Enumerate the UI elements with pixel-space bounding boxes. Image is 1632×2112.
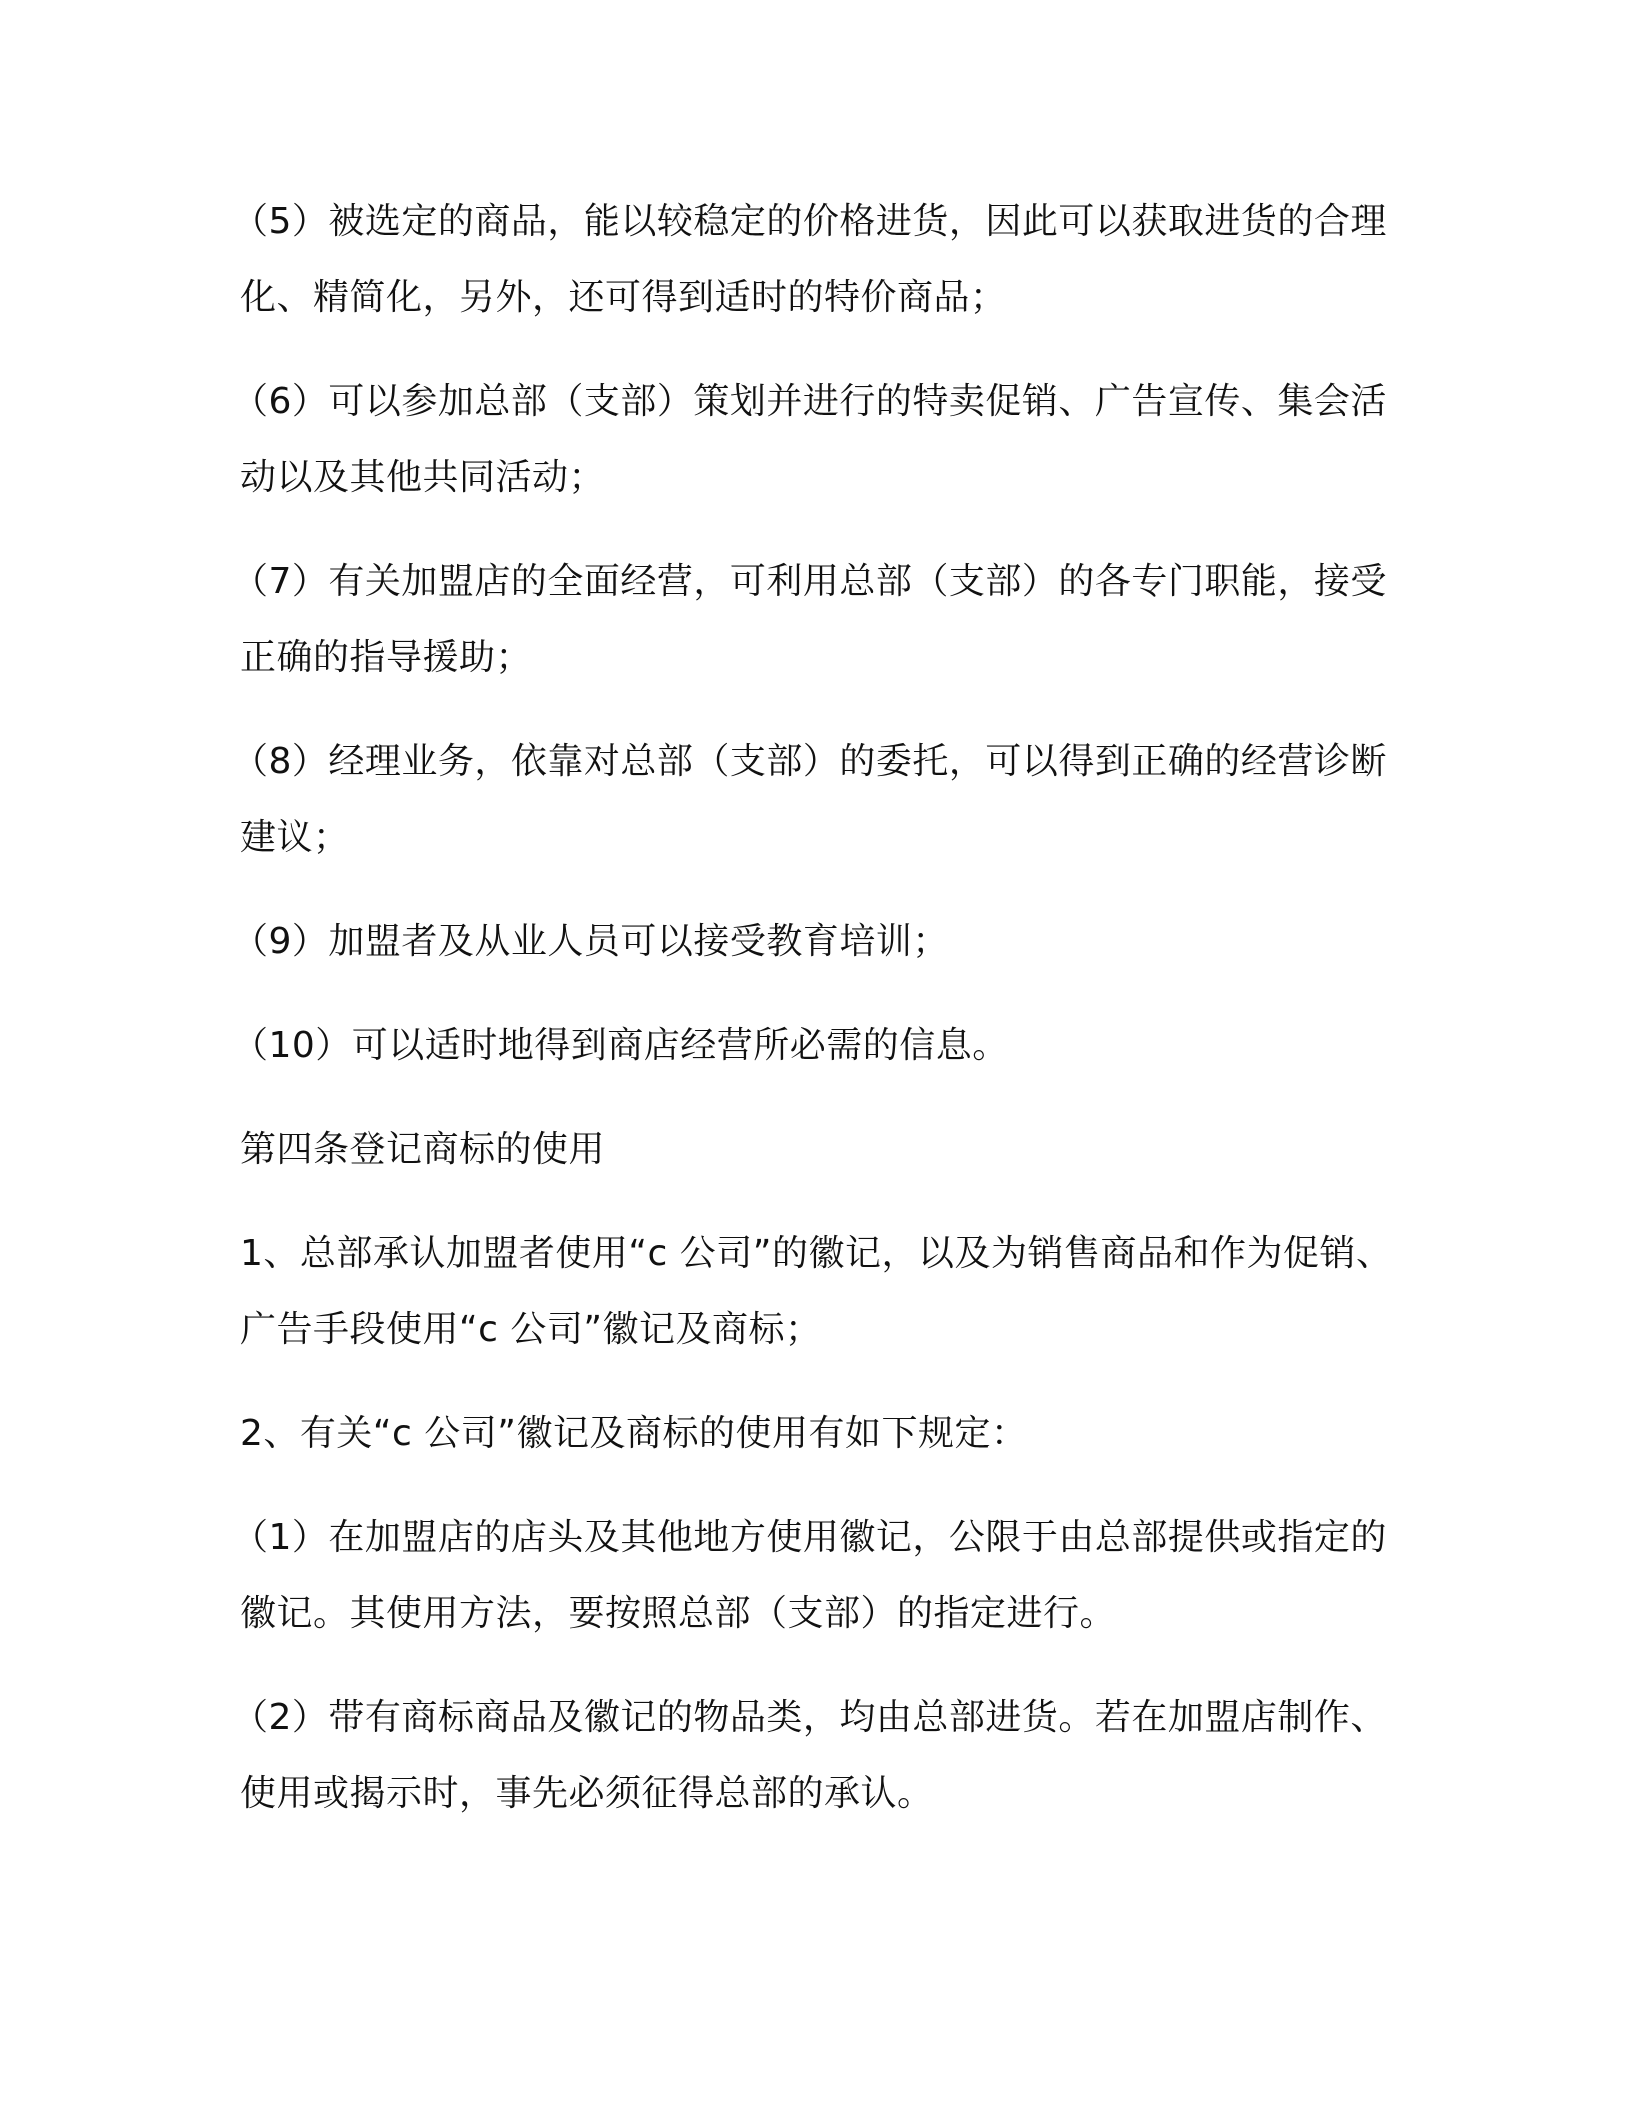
paragraph-subitem-2: （2）带有商标商品及徽记的物品类，均由总部进货。若在加盟店制作、使用或揭示时，事先必须征得总部的承认。 [232,1697,1387,1814]
paragraph-item-7: （7）有关加盟店的全面经营，可利用总部（支部）的各专门职能，接受正确的指导援助； [232,561,1387,678]
paragraph-clause-1: 1、总部承认加盟者使用“c 公司”的徽记，以及为销售商品和作为促销、广告手段使用“c 公司”徽记及商标； [240,1233,1393,1350]
paragraph-item-6: （6）可以参加总部（支部）策划并进行的特卖促销、广告宣传、集会活动以及其他共同活动； [232,381,1387,498]
section-heading-article-4: 第四条登记商标的使用 [240,1129,606,1170]
paragraph-item-10: （10）可以适时地得到商店经营所必需的信息。 [232,1025,1009,1066]
document-body [232,184,1400,1860]
paragraph-item-9: （9）加盟者及从业人员可以接受教育培训； [232,921,949,962]
paragraph-clause-2: 2、有关“c 公司”徽记及商标的使用有如下规定： [240,1413,1028,1454]
paragraph-subitem-1: （1）在加盟店的店头及其他地方使用徽记，公限于由总部提供或指定的徽记。其使用方法，要按照总部（支部）的指定进行。 [232,1517,1387,1634]
paragraph-item-8: （8）经理业务，依靠对总部（支部）的委托，可以得到正确的经营诊断建议； [232,741,1387,858]
paragraph-item-5: （5）被选定的商品，能以较稳定的价格进货，因此可以获取进货的合理化、精简化，另外，还可得到适时的特价商品； [232,201,1387,318]
